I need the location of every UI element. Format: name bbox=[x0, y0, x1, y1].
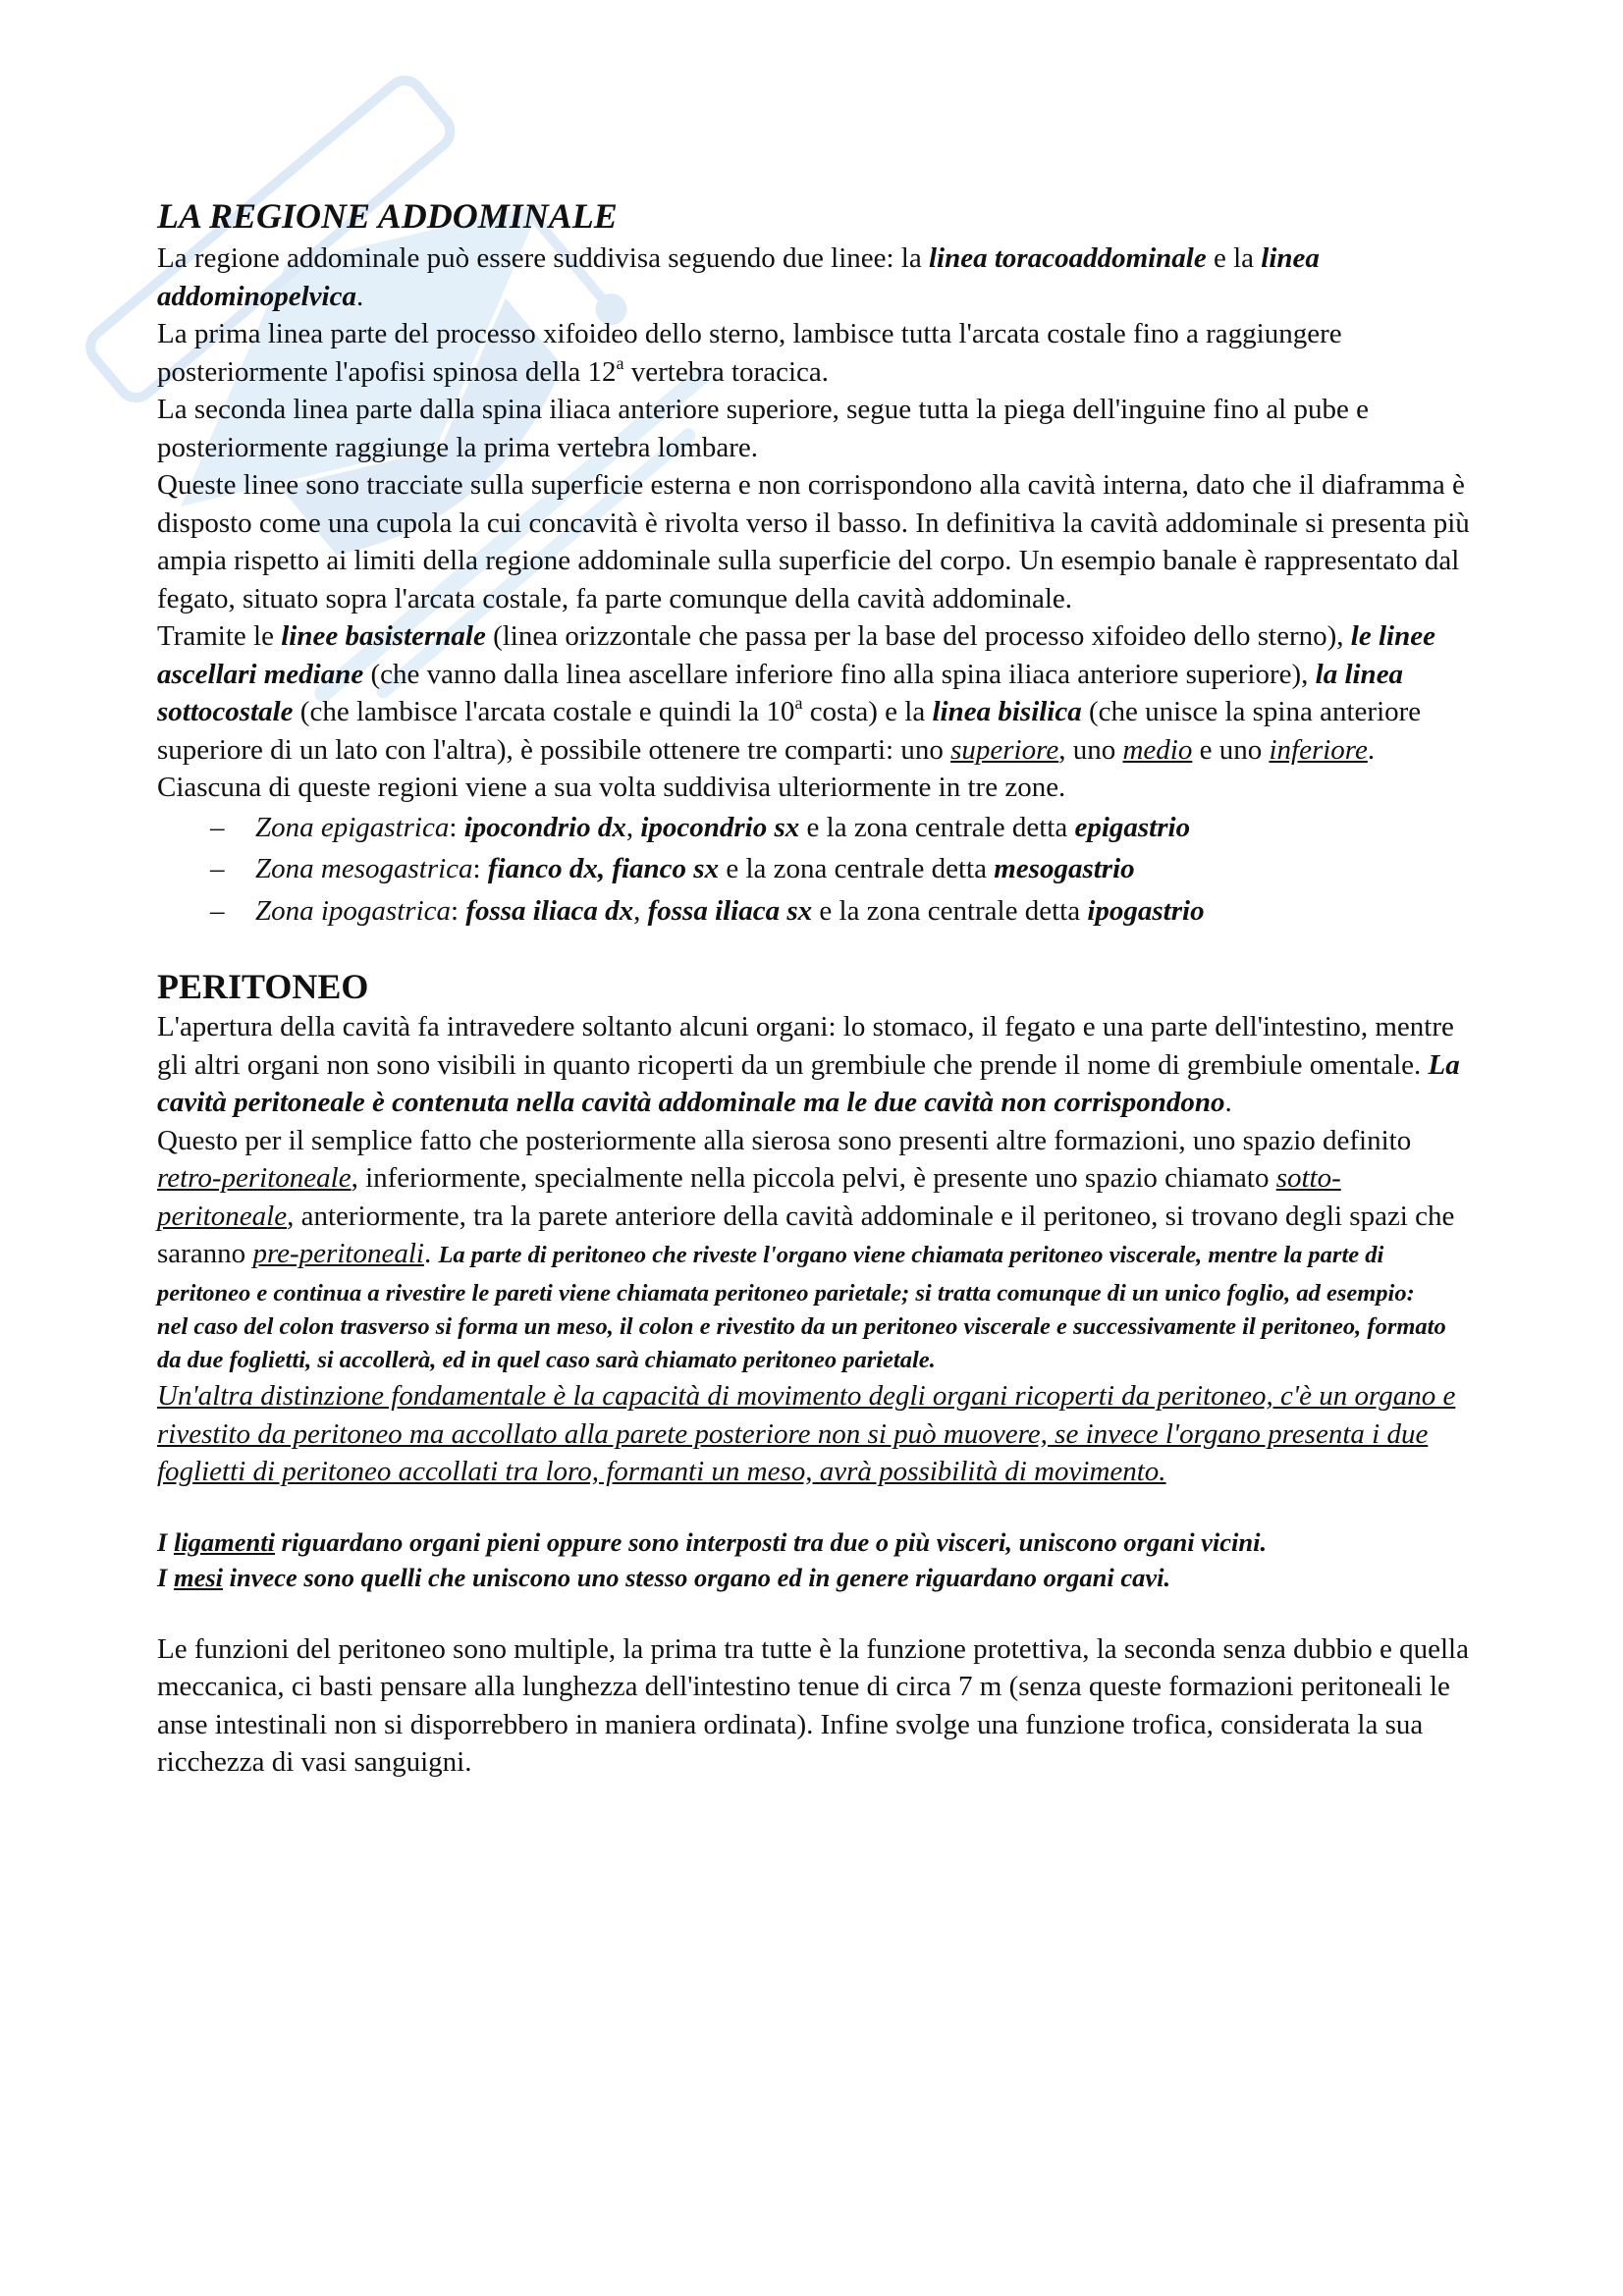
term-linee-ascellari: le linee ascellari mediane bbox=[157, 620, 1435, 690]
paragraph-mesi: I mesi invece sono quelli che uniscono uno stesso organo ed in genere riguardano organi cavi. bbox=[157, 1562, 1171, 1592]
paragraph-apertura: L'apertura della cavità fa intravedere soltanto alcuni organi: lo stomaco, il fegato e una parte dell'intestino, mentre gli altri organi non sono visibili in quanto ricoperti da un grembiule che prende il nome di grembiule omentale. La cavità peritoneale è contenuta nella cavità addominale ma le due cavità non corrispondono. bbox=[157, 1011, 1460, 1118]
term-linea-toracoaddominale: linea toracoaddominale bbox=[928, 242, 1207, 274]
section-title-peritoneo: PERITONEO bbox=[157, 967, 369, 1006]
term-sotto-peritoneale: sotto-peritoneale bbox=[157, 1162, 1341, 1232]
term-inferiore: inferiore bbox=[1269, 733, 1368, 766]
term-linea-bisilica: linea bisilica bbox=[932, 696, 1082, 727]
term-linea-addominopelvica: linea addominopelvica bbox=[157, 242, 1320, 312]
term-mesi: mesi bbox=[173, 1562, 224, 1592]
term-superiore: superiore bbox=[950, 733, 1059, 766]
paragraph-prima-linea: La prima linea parte del processo xifoideo dello sterno, lambisce tutta l'arcata costale fino a raggiungere posteriormente l'apofisi spinosa della 12$^a$ vertebra toracica. bbox=[157, 318, 1342, 388]
paragraph-linee: La regione addominale può essere suddivisa seguendo due linee: la linea toracoaddominale e la linea addominopelvica. bbox=[157, 242, 1320, 312]
paragraph-superficie: Queste linee sono tracciate sulla superficie esterna e non corrispondono alla cavità interna, dato che il diaframma è disposto come una cupola la cui concavità è rivolta verso il basso. In definitiva la cavità addominale si presenta più ampia rispetto ai limiti della regione addominale sulla superficie del corpo. Un esempio banale è rappresentato dal fegato, situato sopra l'arcata costale, fa parte comunque della cavità addominale. bbox=[157, 469, 1470, 614]
ligamenti-mesi-block bbox=[157, 1524, 1473, 1595]
note-peritoneo-viscerale: La parte di peritoneo che riveste l'organo viene chiamata peritoneo viscerale, mentre la parte di peritoneo e continua a rivestire le pareti viene chiamata peritoneo parietale; si tratta comunque di un unico foglio, ad esempio: bbox=[157, 1242, 1415, 1307]
statement-cavita-peritoneale: La cavità peritoneale è contenuta nella cavità addominale ma le due cavità non corrispondono bbox=[157, 1048, 1460, 1118]
section-title-regione-addominale: LA REGIONE ADDOMINALE bbox=[157, 196, 618, 236]
list-item-zona-mesogastrica: – Zona mesogastrica: fianco dx, fianco sx e la zona centrale detta mesogastrio bbox=[210, 848, 1473, 890]
paragraph-colon-trasverso: nel caso del colon trasverso si forma un meso, il colon e rivestito da un peritoneo viscerale e successivamente il peritoneo, formato da due foglietti, si accollerà, ed in quel caso sarà chiamato peritoneo parietale. bbox=[157, 1313, 1446, 1373]
document-content bbox=[157, 192, 1473, 1782]
list-item-zona-ipogastrica: – Zona ipogastrica: fossa iliaca dx, fossa iliaca sx e la zona centrale detta ipogastrio bbox=[210, 890, 1473, 933]
term-retro-peritoneale: retro-peritoneale bbox=[157, 1162, 352, 1194]
term-linea-sottocostale: la linea sottocostale bbox=[157, 658, 1404, 727]
term-medio: medio bbox=[1122, 733, 1193, 766]
paragraph-comparti: Tramite le linee basisternale (linea orizzontale che passa per la base del processo xifoideo dello sterno), le linee ascellari mediane (che vanno dalla linea ascellare inferiore fino alla spina iliaca anteriore superiore), la linea sottocostale (che lambisce l'arcata costale e quindi la 10$^a$ costa) e la linea bisilica (che unisce la spina anteriore superiore di un lato con l'altra), è possibile ottenere tre comparti: uno superiore, uno medio e uno inferiore. Ciascuna di queste regioni viene a sua volta suddivisa ulteriormente in tre zone. bbox=[157, 620, 1435, 803]
zones-list bbox=[157, 807, 1473, 933]
paragraph-movimento: Un'altra distinzione fondamentale è la capacità di movimento degli organi ricoperti da peritoneo, c'è un organo e rivestito da peritoneo ma accollato alla parete posteriore non si può muovere, se invece l'organo presenta i due foglietti di peritoneo accollati tra loro, formanti un meso, avrà possibilità di movimento. bbox=[157, 1380, 1456, 1487]
paragraph-seconda-linea: La seconda linea parte dalla spina iliaca anteriore superiore, segue tutta la piega dell'inguine fino al pube e posteriormente raggiunge la prima vertebra lombare. bbox=[157, 394, 1369, 463]
paragraph-funzioni: Le funzioni del peritoneo sono multiple, la prima tra tutte è la funzione protettiva, la seconda senza dubbio e quella meccanica, ci basti pensare alla lunghezza dell'intestino tenue di circa 7 m (senza queste formazioni peritoneali le anse intestinali non si disporrebbero in maniera ordinata). Infine svolge una funzione trofica, considerata la sua ricchezza di vasi sanguigni. bbox=[157, 1632, 1469, 1778]
term-pre-peritoneali: pre-peritoneali bbox=[252, 1238, 424, 1269]
term-ligamenti: ligamenti bbox=[173, 1526, 276, 1557]
paragraph-ligamenti: I ligamenti riguardano organi pieni oppure sono interposti tra due o più visceri, uniscono organi vicini. bbox=[157, 1526, 1268, 1557]
list-item-zona-epigastrica: – Zona epigastrica: ipocondrio dx, ipocondrio sx e la zona centrale detta epigastrio bbox=[210, 807, 1473, 849]
paragraph-spazi: Questo per il semplice fatto che posteriormente alla sierosa sono presenti altre formazioni, uno spazio definito retro-peritoneale, inferiormente, specialmente nella piccola pelvi, è presente uno spazio chiamato sotto-peritoneale, anteriormente, tra la parete anteriore della cavità addominale e il peritoneo, si trovano degli spazi che saranno pre-peritoneali. La parte di peritoneo che riveste l'organo viene chiamata peritoneo viscerale, mentre la parte di peritoneo e continua a rivestire le pareti viene chiamata peritoneo parietale; si tratta comunque di un unico foglio, ad esempio: bbox=[157, 1124, 1455, 1307]
term-linee-basisternale: linee basisternale bbox=[281, 620, 486, 652]
